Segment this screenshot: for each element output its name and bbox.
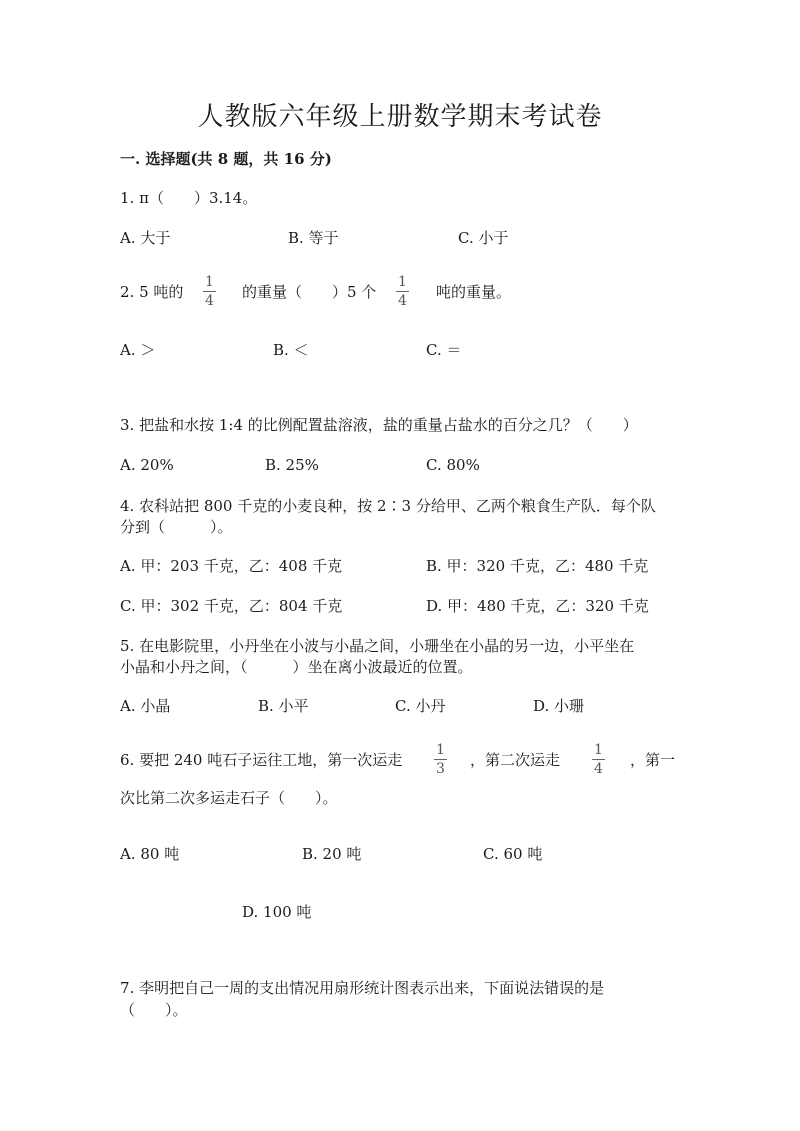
- q5-option-c[interactable]: C. 小丹: [395, 697, 446, 715]
- question-7-stem-line1: 7. 李明把自己一周的支出情况用扇形统计图表示出来，下面说法错误的是: [120, 979, 605, 997]
- q6-fraction-2: $\frac{1}{4}$: [594, 742, 603, 777]
- q4-option-b[interactable]: B. 甲：320 千克，乙：480 千克: [426, 557, 649, 575]
- q6-option-b[interactable]: B. 20 吨: [302, 845, 362, 863]
- q2-option-a[interactable]: A. ＞: [120, 341, 156, 359]
- page-title: 人教版六年级上册数学期末考试卷: [197, 102, 603, 132]
- q1-option-c[interactable]: C. 小于: [458, 229, 509, 247]
- q2-fraction-1: $\frac{1}{4}$: [205, 274, 214, 309]
- question-1-stem: 1. π（ ）3.14。: [120, 189, 258, 207]
- question-6-part1: 6. 要把 240 吨石子运往工地，第一次运走: [120, 751, 403, 769]
- q6-fraction-1: $\frac{1}{3}$: [436, 742, 445, 777]
- q5-option-a[interactable]: A. 小晶: [120, 697, 171, 715]
- q2-fraction-2: $\frac{1}{4}$: [398, 274, 407, 309]
- q3-option-c[interactable]: C. 80%: [426, 456, 480, 474]
- question-6-stem-line2: 次比第二次多运走石子（ ）。: [120, 789, 338, 807]
- q3-option-a[interactable]: A. 20%: [120, 456, 174, 474]
- question-3-stem: 3. 把盐和水按 1:4 的比例配置盐溶液，盐的重量占盐水的百分之几？（ ）: [120, 416, 638, 434]
- question-2-part2: 的重量（ ）5 个: [242, 283, 377, 301]
- question-4-stem-line2: 分到（ ）。: [120, 518, 233, 536]
- question-2-part3: 吨的重量。: [436, 283, 512, 301]
- q2-option-b[interactable]: B. ＜: [273, 341, 309, 359]
- question-2-part1: 2. 5 吨的: [120, 283, 184, 301]
- q5-option-d[interactable]: D. 小珊: [533, 697, 585, 715]
- q1-option-a[interactable]: A. 大于: [120, 229, 171, 247]
- q2-option-c[interactable]: C. ＝: [426, 341, 462, 359]
- q5-option-b[interactable]: B. 小平: [258, 697, 309, 715]
- q4-option-d[interactable]: D. 甲：480 千克，乙：320 千克: [426, 597, 649, 615]
- q1-option-b[interactable]: B. 等于: [288, 229, 339, 247]
- q4-option-a[interactable]: A. 甲：203 千克，乙：408 千克: [120, 557, 343, 575]
- question-6-part2: ，第二次运走: [470, 751, 561, 769]
- section-heading: 一. 选择题(共 8 题，共 16 分): [120, 150, 332, 168]
- question-6-part3: ，第一: [630, 751, 676, 769]
- q6-option-a[interactable]: A. 80 吨: [120, 845, 180, 863]
- question-7-stem-line2: （ ）。: [120, 1001, 188, 1019]
- question-5-stem-line2: 小晶和小丹之间，（ ）坐在离小波最近的位置。: [120, 658, 473, 676]
- q6-option-d[interactable]: D. 100 吨: [242, 903, 312, 921]
- q4-option-c[interactable]: C. 甲：302 千克，乙：804 千克: [120, 597, 343, 615]
- question-4-stem-line1: 4. 农科站把 800 千克的小麦良种，按 2∶3 分给甲、乙两个粮食生产队．每个队: [120, 497, 656, 515]
- q3-option-b[interactable]: B. 25%: [265, 456, 319, 474]
- q6-option-c[interactable]: C. 60 吨: [483, 845, 543, 863]
- question-5-stem-line1: 5. 在电影院里，小丹坐在小波与小晶之间，小珊坐在小晶的另一边，小平坐在: [120, 637, 635, 655]
